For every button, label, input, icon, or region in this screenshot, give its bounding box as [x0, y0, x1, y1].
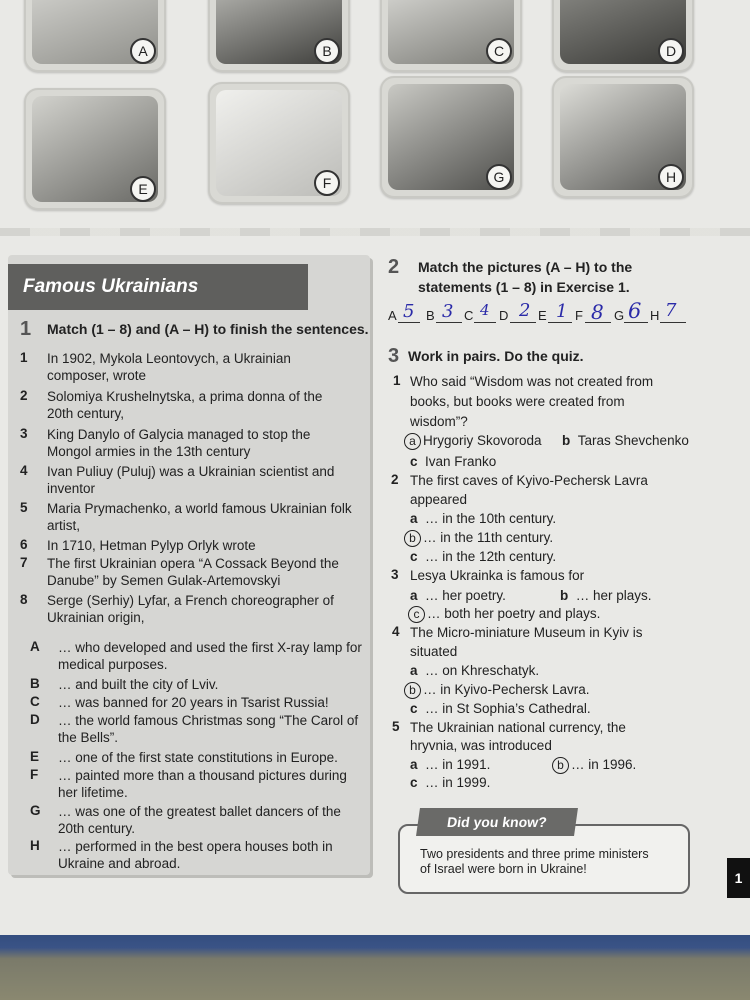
ending-text: … and built the city of Lviv.: [58, 677, 219, 692]
quiz-option-a[interactable]: [404, 432, 542, 450]
quiz-question-line: Who said “Wisdom was not created from: [410, 374, 654, 389]
ending-text: … was one of the greatest ballet dancers of the 20th century.: [58, 804, 341, 836]
statement-text: Ivan Puliuy (Puluj) was a Ukrainian scientist and inventor: [47, 464, 335, 496]
answer-letter: D: [499, 308, 509, 323]
picture-b: [208, 0, 350, 72]
ending-text: … painted more than a thousand pictures during her lifetime.: [58, 768, 347, 800]
quiz-question-line: appeared: [410, 492, 468, 507]
page-number-tab: 1: [727, 858, 750, 898]
option-text: … in the 10th century.: [425, 511, 557, 526]
quiz-question-line: The first caves of Kyivo-Pechersk Lavra: [410, 473, 648, 488]
picture-h: [552, 76, 694, 198]
exercise-3-title: Work in pairs. Do the quiz.: [408, 348, 584, 364]
picture-label: A: [130, 38, 156, 64]
option-text: … her plays.: [575, 588, 652, 603]
picture-a: [24, 0, 166, 72]
quiz-option-b[interactable]: [560, 587, 652, 604]
quiz-question-line: situated: [410, 644, 458, 659]
ending-letter: H: [30, 838, 40, 853]
option-letter: a: [410, 511, 418, 526]
quiz-option-c[interactable]: [410, 774, 490, 791]
option-text: … both her poetry and plays.: [427, 606, 601, 621]
answer-blank[interactable]: [548, 322, 572, 323]
handwritten-answer: 3: [442, 301, 454, 322]
option-letter: a: [410, 663, 418, 678]
option-text: … in 1999.: [425, 775, 491, 790]
statement-number: 6: [20, 537, 28, 552]
answer-blank[interactable]: [474, 322, 496, 323]
quiz-option-c[interactable]: [410, 548, 556, 565]
ending-text: … was banned for 20 years in Tsarist Russia!: [58, 695, 329, 710]
quiz-option-b[interactable]: [404, 529, 553, 547]
statement-number: 8: [20, 592, 28, 607]
exercise-1-title: Match (1 – 8) and (A – H) to finish the sentences.: [47, 321, 369, 337]
option-text: Taras Shevchenko: [577, 433, 689, 448]
handwritten-answer: 1: [556, 301, 568, 322]
ending-text: … one of the first state constitutions in Europe.: [58, 750, 338, 765]
picture-label: E: [130, 176, 156, 202]
picture-label: G: [486, 164, 512, 190]
quiz-option-b[interactable]: [562, 432, 689, 449]
picture-e: [24, 88, 166, 210]
picture-c: [380, 0, 522, 72]
picture-label: B: [314, 38, 340, 64]
quiz-option-c[interactable]: [410, 453, 496, 470]
picture-label: F: [314, 170, 340, 196]
option-text: Hrygoriy Skovoroda: [423, 433, 542, 448]
answer-blank[interactable]: [436, 322, 462, 323]
option-letter-circled: a: [404, 433, 421, 450]
exercise-2-title-line1: Match the pictures (A – H) to the: [418, 259, 633, 275]
handwritten-answer: 8: [591, 300, 604, 324]
option-text: … in the 12th century.: [425, 549, 557, 564]
quiz-option-a[interactable]: [410, 510, 556, 527]
answer-letter: F: [575, 308, 583, 323]
section-title: Famous Ukrainians: [8, 264, 308, 310]
picture-f: [208, 82, 350, 204]
option-text: … in 1996.: [571, 757, 637, 772]
exercise-3-number: 3: [388, 345, 400, 367]
handwritten-answer: 4: [480, 301, 490, 319]
statement-number: 1: [20, 350, 28, 365]
option-letter-circled: c: [408, 606, 425, 623]
option-letter-circled: b: [404, 682, 421, 699]
option-text: Ivan Franko: [425, 454, 497, 469]
answer-letter: C: [464, 308, 474, 323]
quiz-option-a[interactable]: [410, 662, 539, 679]
ending-letter: B: [30, 676, 40, 691]
quiz-option-b[interactable]: [552, 756, 636, 774]
ending-letter: D: [30, 712, 40, 727]
option-text: … on Khreschatyk.: [425, 663, 540, 678]
ending-letter: E: [30, 749, 40, 764]
option-letter: a: [410, 588, 418, 603]
answer-row: [388, 299, 698, 330]
picture-d: [552, 0, 694, 72]
ending-letter: C: [30, 694, 40, 709]
quiz-option-a[interactable]: [410, 756, 490, 773]
ending-letter: F: [30, 767, 39, 782]
handwritten-answer: 2: [519, 300, 531, 321]
option-letter: c: [410, 701, 418, 716]
statement-text: Solomiya Krushelnytska, a prima donna of the 20th century,: [47, 389, 323, 421]
answer-letter: H: [650, 308, 660, 323]
statement-text: King Danylo of Galycia managed to stop the Mongol armies in the 13th century: [47, 427, 311, 459]
option-letter-circled: b: [404, 530, 421, 547]
quiz-option-c[interactable]: [410, 700, 591, 717]
quiz-question-line: Lesya Ukrainka is famous for: [410, 568, 585, 583]
statement-text: Serge (Serhiy) Lyfar, a French choreographer of Ukrainian origin,: [47, 593, 334, 625]
quiz-question-line: hryvnia, was introduced: [410, 738, 552, 753]
picture-label: C: [486, 38, 512, 64]
answer-blank[interactable]: [510, 322, 536, 323]
did-you-know-tag: Did you know?: [416, 808, 578, 836]
option-text: … in Kyivo-Pechersk Lavra.: [423, 682, 590, 697]
quiz-question-number: 5: [392, 719, 400, 734]
quiz-option-a[interactable]: [410, 587, 506, 604]
statement-number: 2: [20, 388, 28, 403]
option-letter: b: [560, 588, 569, 603]
did-you-know-line: Two presidents and three prime ministers: [420, 847, 649, 861]
ending-letter: A: [30, 639, 40, 654]
option-letter: a: [410, 757, 418, 772]
option-letter: b: [562, 433, 571, 448]
option-text: … in the 11th century.: [423, 530, 554, 545]
picture-g: [380, 76, 522, 198]
ending-text: … who developed and used the first X-ray lamp for medical purposes.: [58, 640, 362, 672]
answer-letter: G: [614, 308, 625, 323]
picture-label: D: [658, 38, 684, 64]
quiz-question-number: 1: [393, 373, 401, 388]
answer-letter: E: [538, 308, 547, 323]
ending-text: … the world famous Christmas song “The Carol of the Bells”.: [58, 713, 359, 745]
statement-text: In 1710, Hetman Pylyp Orlyk wrote: [47, 538, 256, 553]
option-letter: c: [410, 454, 418, 469]
option-letter: c: [410, 549, 418, 564]
statement-text: In 1902, Mykola Leontovych, a Ukrainian composer, wrote: [47, 351, 291, 383]
handwritten-answer: 5: [403, 301, 415, 322]
ending-text: … performed in the best opera houses both in Ukraine and abroad.: [58, 839, 333, 871]
option-text: … her poetry.: [425, 588, 506, 603]
quiz-option-b[interactable]: [404, 681, 590, 699]
exercise-2-number: 2: [388, 256, 400, 278]
answer-blank[interactable]: [660, 322, 686, 323]
ending-letter: G: [30, 803, 41, 818]
exercise-1-number: 1: [20, 318, 32, 340]
page-divider: [0, 228, 750, 236]
quiz-question-line: books, but books were created from: [410, 394, 625, 409]
statement-number: 5: [20, 500, 28, 515]
picture-label: H: [658, 164, 684, 190]
statement-text: The first Ukrainian opera “A Cossack Beyond the Danube” by Semen Gulak-Artemovskyi: [47, 556, 339, 588]
statement-number: 4: [20, 463, 28, 478]
statement-number: 7: [20, 555, 28, 570]
statement-text: Maria Prymachenko, a world famous Ukrainian folk artist,: [47, 501, 352, 533]
quiz-question-number: 3: [391, 567, 399, 582]
quiz-question-line: The Ukrainian national currency, the: [410, 720, 626, 735]
table-surface: [0, 925, 750, 1000]
quiz-question-number: 4: [392, 624, 400, 639]
handwritten-answer: 7: [665, 300, 677, 321]
handwritten-answer: 6: [628, 299, 642, 323]
answer-letter: B: [426, 308, 435, 323]
answer-blank[interactable]: [398, 322, 420, 323]
did-you-know-line: of Israel were born in Ukraine!: [420, 862, 587, 876]
option-text: … in 1991.: [425, 757, 491, 772]
option-letter: c: [410, 775, 418, 790]
quiz-question-number: 2: [391, 472, 399, 487]
option-letter-circled: b: [552, 757, 569, 774]
quiz-option-c[interactable]: [408, 605, 600, 623]
quiz-question-line: The Micro-miniature Museum in Kyiv is: [410, 625, 643, 640]
quiz-question-line: wisdom”?: [410, 414, 468, 429]
option-text: … in St Sophia’s Cathedral.: [425, 701, 591, 716]
statement-number: 3: [20, 426, 28, 441]
answer-letter: A: [388, 308, 397, 323]
exercise-2-title-line2: statements (1 – 8) in Exercise 1.: [418, 279, 630, 295]
